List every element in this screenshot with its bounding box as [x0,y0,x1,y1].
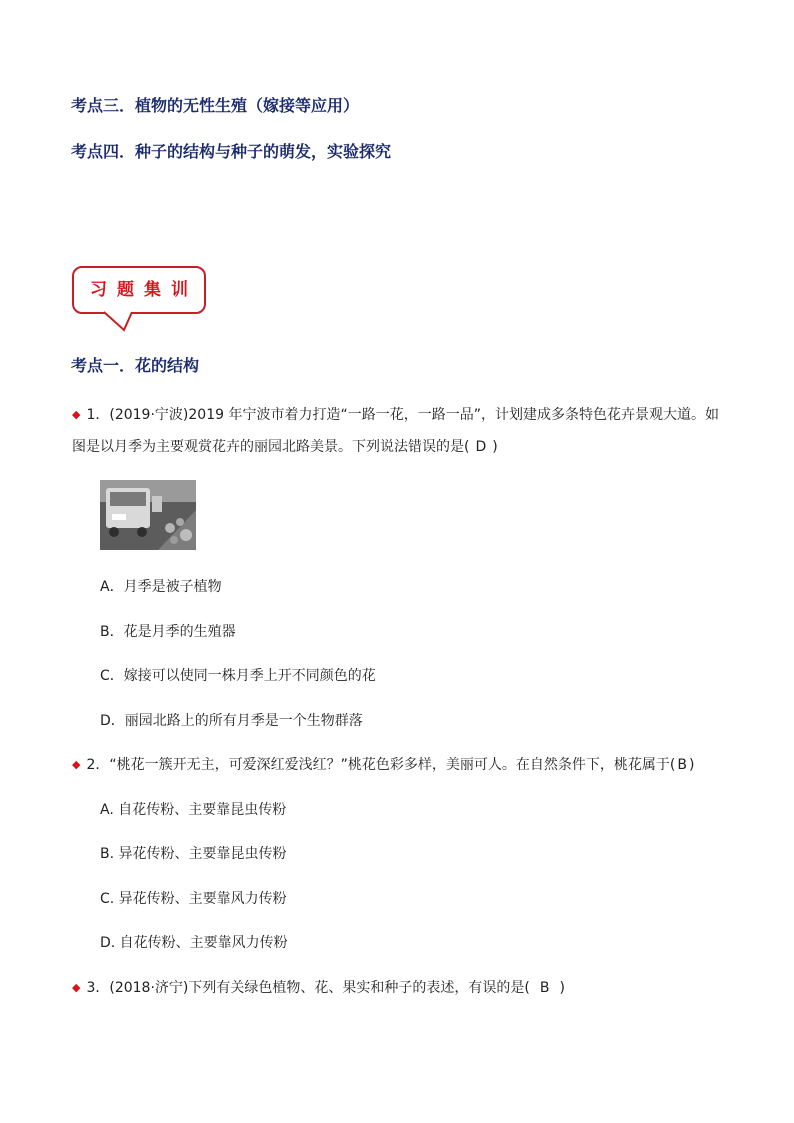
question-1-answer: D [475,439,487,455]
question-2-paren-close: ) [688,757,695,773]
bullet-diamond-icon: ◆ [72,408,81,421]
question-2-answer: B [677,757,687,773]
question-1-line-1 [72,404,719,426]
street-photo-illustration [100,480,196,550]
street-photo [100,480,196,550]
question-2-option-c: C. 异花传粉、主要靠风力传粉 [100,891,287,907]
exercise-badge [72,266,206,314]
question-2-text: 2．“桃花一簇开无主，可爱深红爱浅红？”桃花色彩多样，美丽可人。在自然条件下，桃花属于( [86,757,676,773]
question-3-line-1 [72,977,565,999]
question-1-text-cont: 图是以月季为主要观赏花卉的丽园北路美景。下列说法错误的是( [72,439,470,455]
section-heading-seed-structure: 考点四．种子的结构与种子的萌发，实验探究 [71,142,392,161]
bullet-diamond-icon: ◆ [72,758,81,771]
question-3-answer: B [539,980,550,996]
question-1-line-2 [72,436,498,458]
question-1-text: 1．(2019·宁波)2019 年宁波市着力打造“一路一花，一路一品”，计划建成多条特色花卉景观大道。如 [86,407,719,423]
question-1-option-b: B．花是月季的生殖器 [100,624,236,640]
section-heading-flower-structure: 考点一．花的结构 [71,356,200,375]
question-3-paren-close: ) [559,980,565,996]
question-2-option-d: D. 自花传粉、主要靠风力传粉 [100,935,288,951]
question-1-option-c: C．嫁接可以使同一株月季上开不同颜色的花 [100,668,376,684]
question-3-text: 3．(2018·济宁)下列有关绿色植物、花、果实和种子的表述，有误的是( [86,980,530,996]
exercise-badge-tail [100,310,140,332]
question-2-option-b: B. 异花传粉、主要靠昆虫传粉 [100,846,287,862]
question-1-option-a: A．月季是被子植物 [100,579,222,595]
question-1-paren-close: ) [492,439,498,455]
section-heading-asexual-reproduction: 考点三．植物的无性生殖（嫁接等应用） [71,96,360,115]
exercise-badge-label: 习题集训 [90,280,198,300]
question-2-line-1 [72,754,694,776]
question-1-option-d: D．丽园北路上的所有月季是一个生物群落 [100,713,363,729]
question-2-option-a: A. 自花传粉、主要靠昆虫传粉 [100,802,287,818]
bullet-diamond-icon: ◆ [72,981,81,994]
